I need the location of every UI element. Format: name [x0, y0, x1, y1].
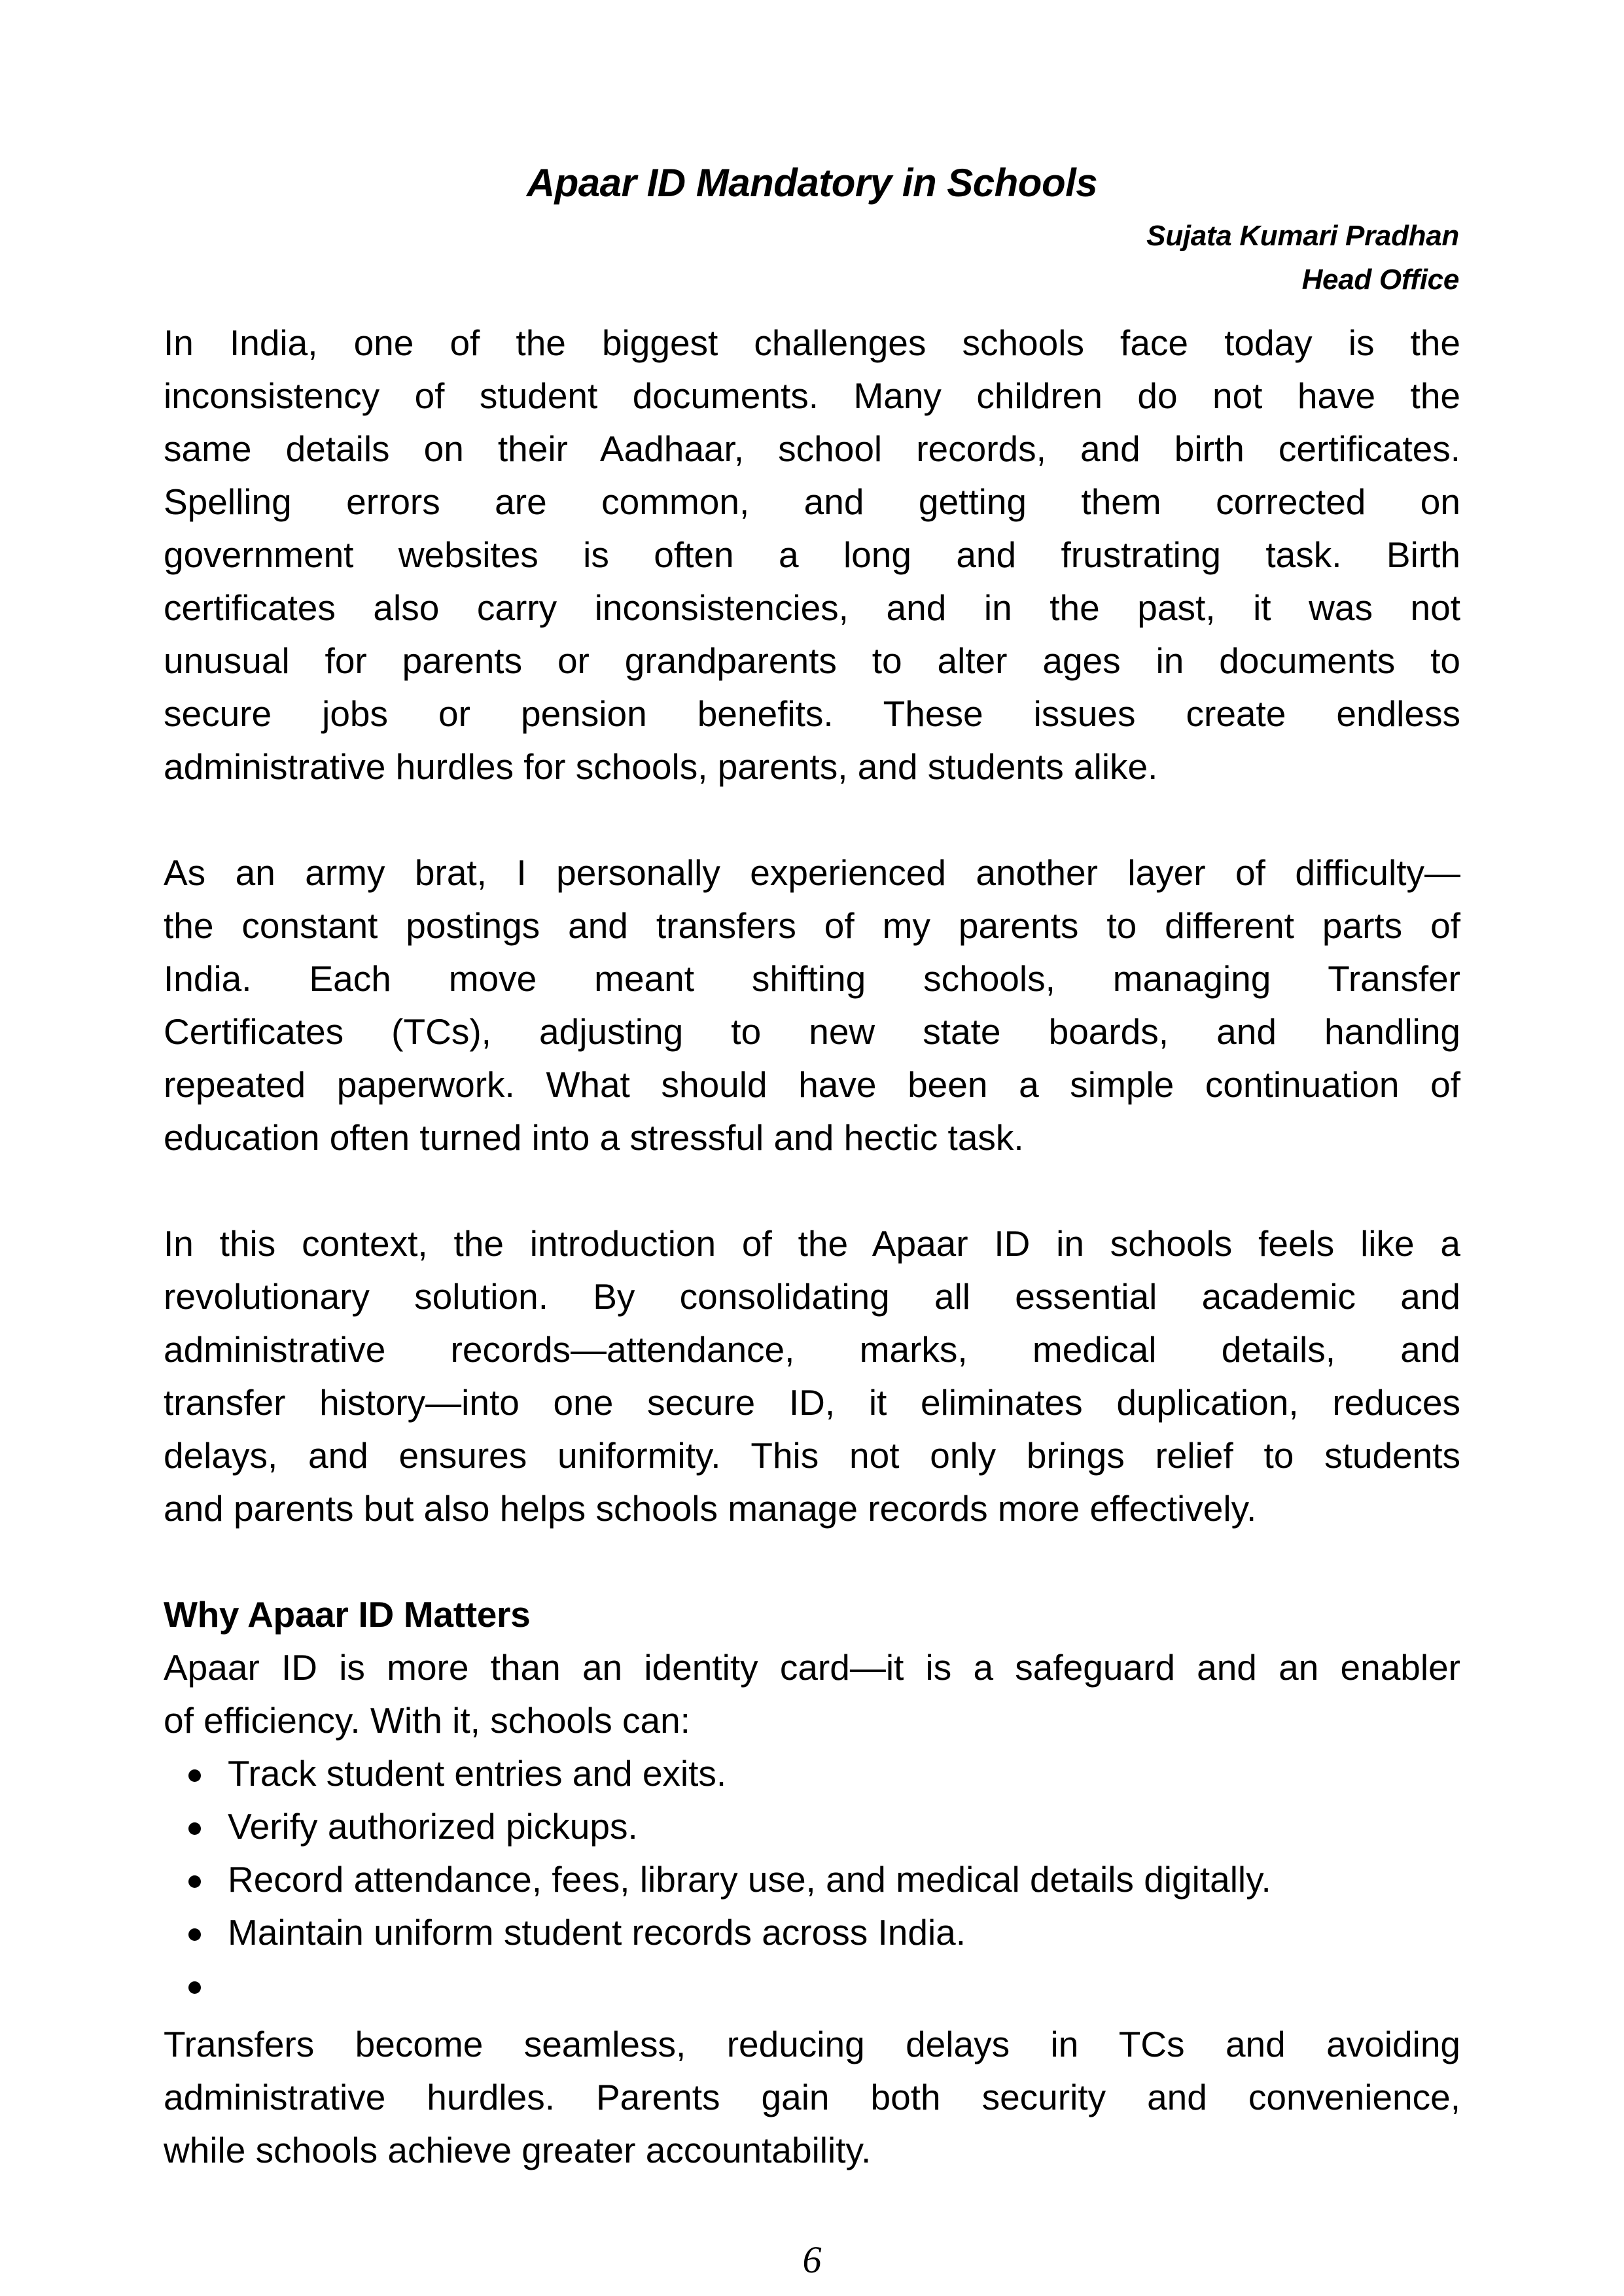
paragraph-spacer: [164, 1164, 1460, 1217]
paragraph-document-inconsistency: [164, 317, 1460, 793]
text-line: secure jobs or pension benefits. These issues create endless: [164, 693, 1460, 734]
list-item: [164, 1800, 1460, 1853]
text-line: administrative hurdles. Parents gain both security and convenience,: [164, 2077, 1460, 2117]
paragraph-army-brat: [164, 846, 1460, 1164]
list-item: [164, 1853, 1460, 1906]
text-line: education often turned into a stressful and hectic task.: [164, 1117, 1024, 1158]
text-line: In this context, the introduction of the Apaar ID in schools feels like a: [164, 1223, 1460, 1264]
paragraph-spacer: [164, 1535, 1460, 1588]
bullet-icon: [188, 1875, 201, 1888]
section-intro: [164, 1641, 1460, 1747]
list-item-empty: [164, 1959, 1460, 2018]
text-line: revolutionary solution. By consolidating all essential academic and: [164, 1276, 1460, 1317]
benefits-list: [164, 1747, 1460, 2018]
article-title: Apaar ID Mandatory in Schools: [526, 161, 1098, 205]
text-line: delays, and ensures uniformity. This not only brings relief to students: [164, 1435, 1460, 1476]
list-item: [164, 1747, 1460, 1800]
paragraph-closing: [164, 2018, 1460, 2177]
section-heading: Why Apaar ID Matters: [164, 1594, 531, 1635]
paragraph-apaar-solution: [164, 1217, 1460, 1535]
text-line: inconsistency of student documents. Many children do not have the: [164, 375, 1460, 416]
author-name: Sujata Kumari Pradhan: [1146, 220, 1459, 252]
bullet-icon: [188, 1981, 201, 1994]
bullet-icon: [188, 1822, 201, 1835]
text-line: transfer history—into one secure ID, it eliminates duplication, reduces: [164, 1382, 1460, 1423]
text-line: unusual for parents or grandparents to alter ages in documents to: [164, 640, 1460, 681]
page-number: 6: [802, 2238, 822, 2281]
text-line: Apaar ID is more than an identity card—it is a safeguard and an enabler: [164, 1647, 1460, 1688]
text-line: while schools achieve greater accountability.: [164, 2130, 872, 2170]
list-item: [164, 1906, 1460, 1959]
text-line: In India, one of the biggest challenges schools face today is the: [164, 322, 1460, 363]
list-item-text: Record attendance, fees, library use, and medical details digitally.: [228, 1859, 1271, 1900]
author-office: Head Office: [1301, 264, 1459, 296]
text-line: India. Each move meant shifting schools, managing Transfer: [164, 958, 1460, 999]
text-line: administrative hurdles for schools, parents, and students alike.: [164, 746, 1158, 787]
article-body: [164, 317, 1460, 2177]
text-line: certificates also carry inconsistencies, and in the past, it was not: [164, 587, 1460, 628]
bullet-icon: [188, 1769, 201, 1782]
text-line: the constant postings and transfers of my parents to different parts of: [164, 905, 1460, 946]
text-line: of efficiency. With it, schools can:: [164, 1700, 690, 1741]
text-line: Transfers become seamless, reducing delays in TCs and avoiding: [164, 2024, 1460, 2064]
list-item-text: Maintain uniform student records across India.: [228, 1912, 966, 1953]
bullet-icon: [188, 1928, 201, 1941]
text-line: Certificates (TCs), adjusting to new state boards, and handling: [164, 1011, 1460, 1052]
text-line: and parents but also helps schools manage records more effectively.: [164, 1488, 1257, 1529]
text-line: administrative records—attendance, marks, medical details, and: [164, 1329, 1460, 1370]
list-item-text: Verify authorized pickups.: [228, 1806, 638, 1847]
list-item-text: Track student entries and exits.: [228, 1753, 727, 1794]
text-line: Spelling errors are common, and getting them corrected on: [164, 481, 1460, 522]
text-line: same details on their Aadhaar, school records, and birth certificates.: [164, 428, 1460, 469]
text-line: repeated paperwork. What should have been a simple continuation of: [164, 1064, 1460, 1105]
text-line: As an army brat, I personally experienced another layer of difficulty—: [164, 852, 1460, 893]
text-line: government websites is often a long and frustrating task. Birth: [164, 534, 1460, 575]
paragraph-spacer: [164, 793, 1460, 846]
